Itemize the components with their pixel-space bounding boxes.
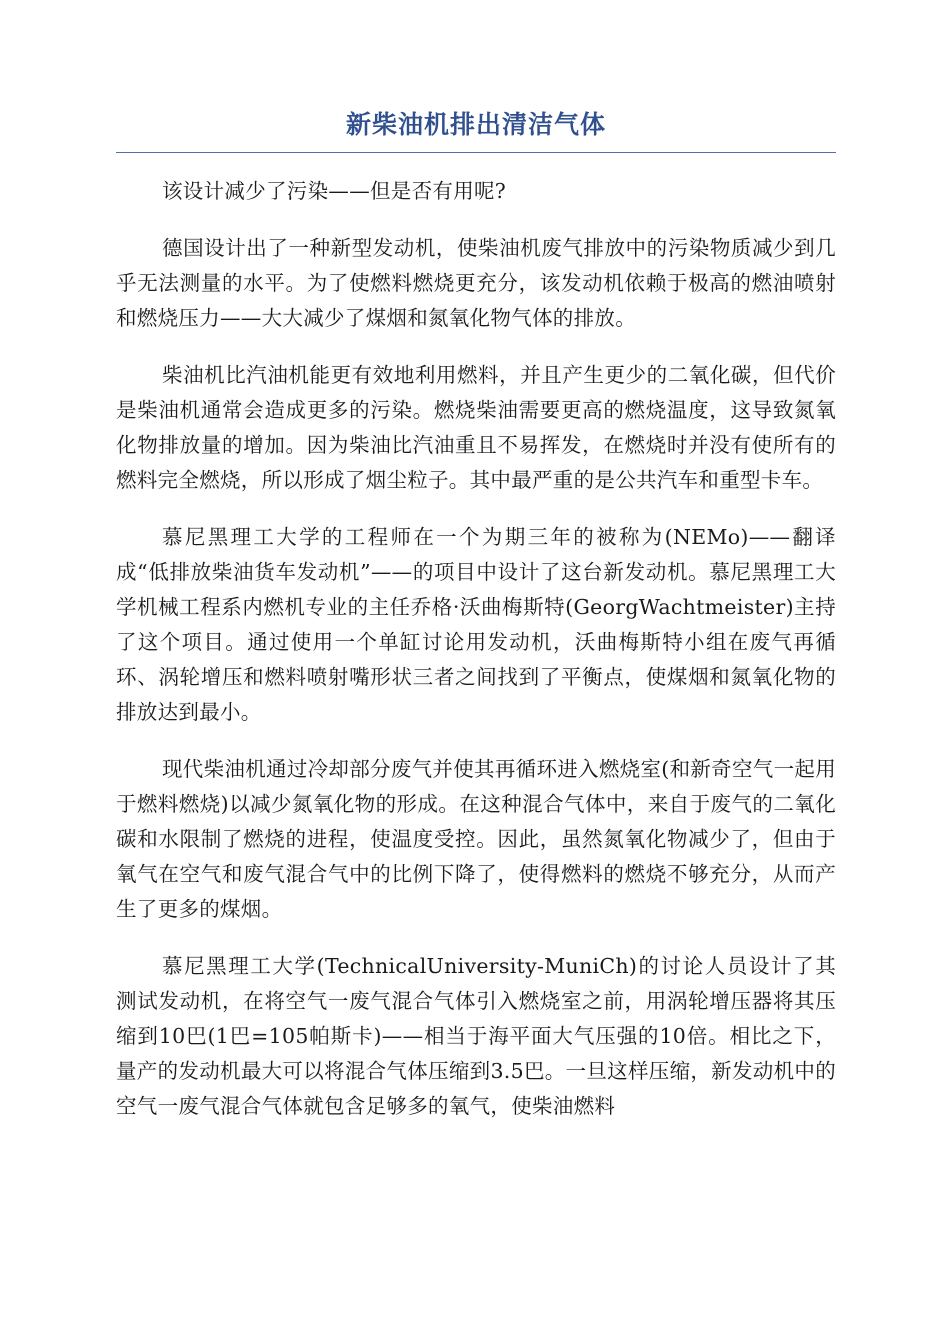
paragraph-subtitle: 该设计减少了污染——但是否有用呢?: [162, 179, 507, 203]
paragraph: 德国设计出了一种新型发动机，使柴油机废气排放中的污染物质减少到几乎无法测量的水平。为了使燃料燃烧更充分，该发动机依赖于极高的燃油喷射和燃烧压力——大大减少了煤烟和氮氧化物气体的排放。: [116, 236, 836, 330]
paragraph: 柴油机比汽油机能更有效地利用燃料，并且产生更少的二氧化碳，但代价是柴油机通常会造成更多的污染。燃烧柴油需要更高的燃烧温度，这导致氮氧化物排放量的增加。因为柴油比汽油重且不易挥发，在燃烧时并没有使所有的燃料完全燃烧，所以形成了烟尘粒子。其中最严重的是公共汽车和重型卡车。: [116, 363, 836, 492]
document-title: 新柴油机排出清洁气体: [116, 108, 836, 153]
paragraph: 慕尼黑理工大学(TechnicalUniversity-MuniCh)的讨论人员设计了其测试发动机，在将空气一废气混合气体引入燃烧室之前，用涡轮增压器将其压缩到10巴(1巴=105帕斯卡)——相当于海平面大气压强的10倍。相比之下，量产的发动机最大可以将混合气体压缩到3.5巴。一旦这样压缩，新发动机中的空气一废气混合气体就包含足够多的氧气，使柴油燃料: [116, 954, 836, 1118]
paragraph: 现代柴油机通过冷却部分废气并使其再循环进入燃烧室(和新奇空气一起用于燃料燃烧)以减少氮氧化物的形成。在这种混合气体中，来自于废气的二氧化碳和水限制了燃烧的进程，使温度受控。因此，虽然氮氧化物减少了，但由于氧气在空气和废气混合气中的比例下降了，使得燃料的燃烧不够充分，从而产生了更多的煤烟。: [116, 757, 836, 921]
paragraph: 慕尼黑理工大学的工程师在一个为期三年的被称为(NEMo)——翻译成“低排放柴油货车发动机”——的项目中设计了这台新发动机。慕尼黑理工大学机械工程系内燃机专业的主任乔格·沃曲梅斯特(GeorgWachtmeister)主持了这个项目。通过使用一个单缸讨论用发动机，沃曲梅斯特小组在废气再循环、涡轮增压和燃料喷射嘴形状三者之间找到了平衡点，使煤烟和氮氧化物的排放达到最小。: [116, 525, 836, 724]
document-page: [116, 108, 836, 1124]
